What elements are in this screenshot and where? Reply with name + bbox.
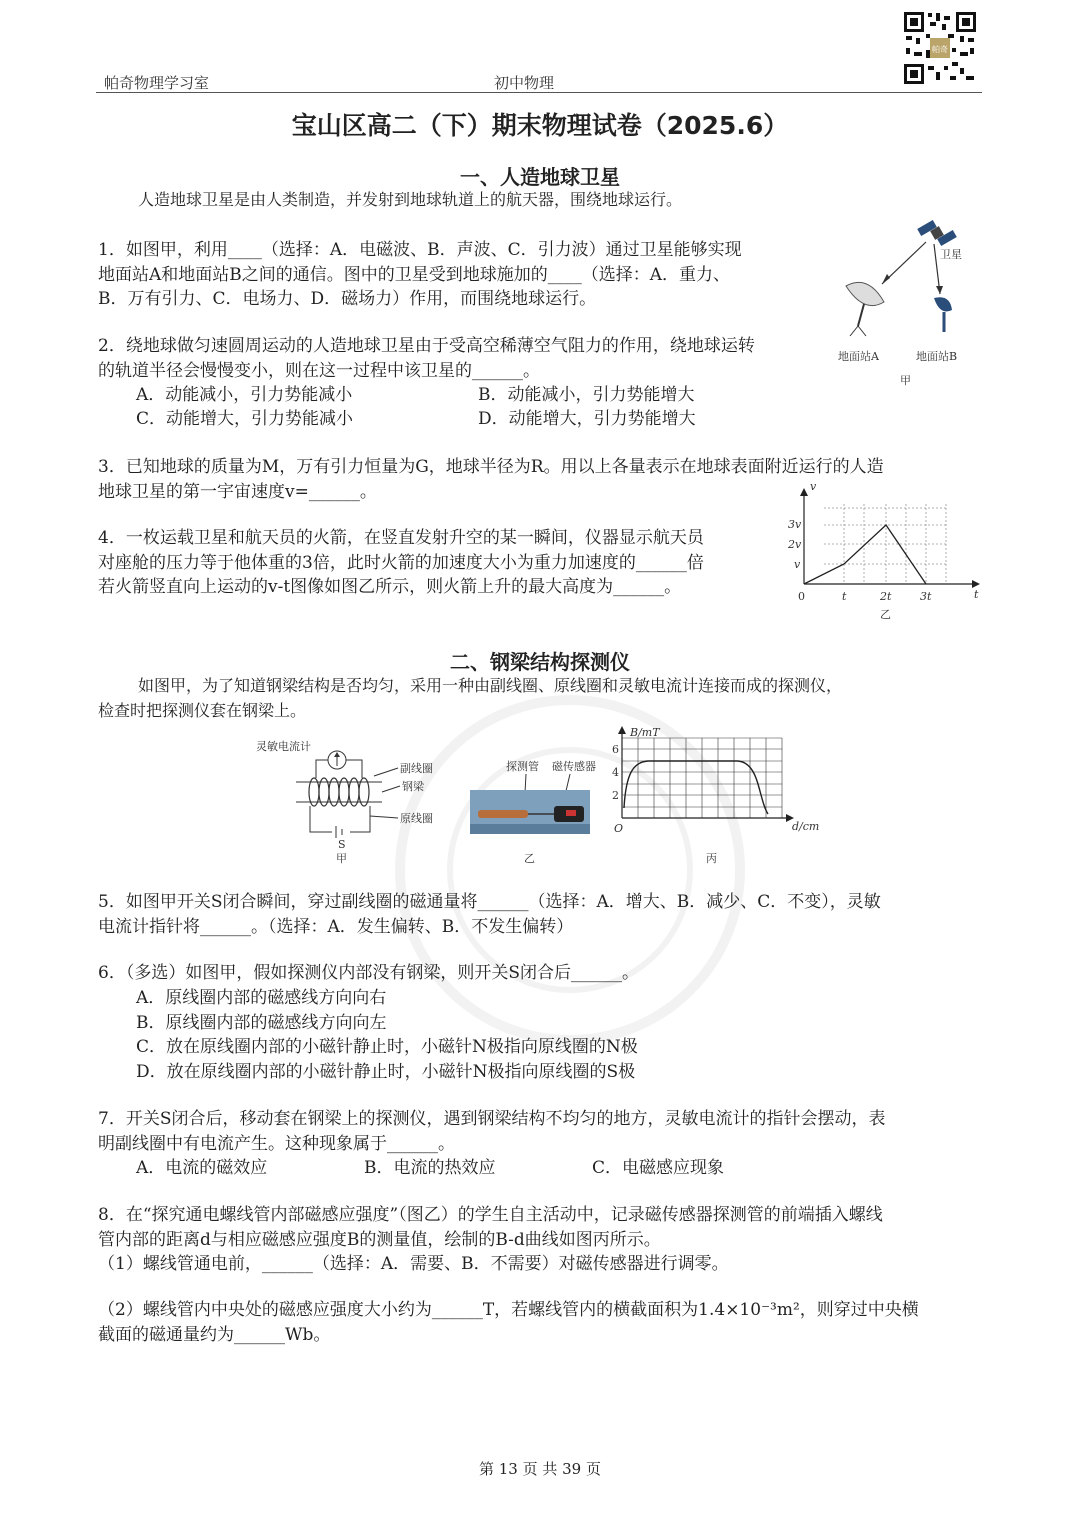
- q2-line: 2．绕地球做匀速圆周运动的人造地球卫星由于受高空稀薄空气阻力的作用，绕地球运转: [98, 336, 755, 356]
- q8-2-line: （2）螺线管内中央处的磁感应强度大小约为______T，若螺线管内的横截面积为1.4×10⁻³m²，则穿过中央横: [98, 1300, 919, 1320]
- ground-station-a-icon: [846, 282, 884, 336]
- header-left: 帕奇物理学习室: [104, 74, 210, 92]
- x-axis-label: d/cm: [792, 820, 820, 833]
- intro-line: 如图甲，为了知道钢梁结构是否均匀，采用一种由副线圈、原线圈和灵敏电流计连接而成的探测仪，: [138, 676, 843, 695]
- question-7: [98, 1107, 885, 1156]
- question-3: [98, 455, 884, 504]
- vt-curve: [804, 525, 926, 584]
- y-tick-label: 4: [612, 766, 619, 779]
- q1-line: 1．如图甲，利用____（选择：A．电磁波、B．声波、C．引力波）通过卫星能够实现: [98, 240, 742, 260]
- q4-line: 若火箭竖直向上运动的v-t图像如图乙所示，则火箭上升的最大高度为______。: [98, 577, 682, 597]
- origin-label: O: [614, 822, 624, 835]
- q7-option-c: C．电磁感应现象: [592, 1158, 725, 1178]
- y-tick-label: v: [794, 558, 801, 571]
- ground-station-b-icon: [934, 297, 952, 332]
- x-tick-label: 3t: [920, 590, 932, 603]
- q4-line: 4．一枚运载卫星和航天员的火箭，在竖直发射升空的某一瞬间，仪器显示航天员: [98, 528, 704, 548]
- figure-vt-graph: [780, 478, 990, 628]
- figure-bd-graph: [608, 722, 828, 868]
- x-tick-label: 2t: [880, 590, 892, 603]
- q6-option-a: A．原线圈内部的磁感线方向向右: [136, 988, 387, 1008]
- figure-caption: 乙: [524, 852, 535, 865]
- page-title: 宝山区高二（下）期末物理试卷（2025.6）: [291, 111, 789, 140]
- q7-line: 7．开关S闭合后，移动套在钢梁上的探测仪，遇到钢梁结构不均匀的地方，灵敏电流计的指针会摆动，表: [98, 1109, 886, 1129]
- secondary-label: 副线圈: [400, 762, 433, 775]
- question-2: [98, 334, 755, 383]
- bd-curve: [624, 761, 768, 814]
- probe-tube-icon: [478, 810, 528, 818]
- q1-line: 地面站A和地面站B之间的通信。图中的卫星受到地球施加的____（选择：A．重力、: [98, 264, 731, 285]
- q2-option-a: A．动能减小，引力势能减小: [136, 385, 353, 405]
- q4-line: 对座舱的压力等于他体重的3倍，此时火箭的加速度大小为重力加速度的______倍: [98, 552, 704, 573]
- y-axis-label: v: [810, 480, 817, 493]
- galvanometer-label: 灵敏电流计: [256, 740, 311, 753]
- beam-label: 钢梁: [402, 780, 424, 793]
- figure-caption: 乙: [880, 608, 891, 621]
- figure-probe: [468, 750, 598, 868]
- q3-line: 3．已知地球的质量为M，万有引力恒量为G，地球半径为R。用以上各量表示在地球表面附近运行的人造: [98, 457, 884, 477]
- qr-caption: 帕奇: [932, 45, 948, 54]
- qr-code-icon: [902, 10, 978, 86]
- q6-option-b: B．原线圈内部的磁感线方向向左: [136, 1012, 387, 1033]
- origin-label: 0: [798, 590, 805, 603]
- q6-option-c: C．放在原线圈内部的小磁针静止时，小磁针N极指向原线圈的N极: [136, 1037, 638, 1057]
- question-8: [98, 1203, 883, 1277]
- header-divider: [96, 92, 982, 93]
- q2-option-c: C．动能增大，引力势能减小: [136, 409, 354, 429]
- q7-option-b: B．电流的热效应: [364, 1158, 496, 1178]
- q1-line: B．万有引力、C．电场力、D．磁场力）作用，而围绕地球运行。: [98, 289, 597, 309]
- figure-caption: 甲: [336, 852, 347, 865]
- q8-part-2: [98, 1298, 919, 1347]
- q8-line: 8．在“探究通电螺线管内部磁感应强度”（图乙）的学生自主活动中，记录磁传感器探测管的前端插入螺线: [98, 1205, 883, 1225]
- figure-caption: 丙: [706, 852, 717, 865]
- probe-label: 探测管: [506, 760, 539, 773]
- station-b-label: 地面站B: [916, 350, 958, 363]
- sensor-label: 磁传感器: [552, 760, 596, 773]
- satellite-icon: [917, 220, 957, 246]
- q2-line: 的轨道半径会慢慢变小，则在这一过程中该卫星的______。: [98, 360, 540, 381]
- section2-intro: [98, 674, 842, 723]
- q2-option-b: B．动能减小，引力势能增大: [478, 385, 695, 405]
- figure-coil-apparatus: [250, 736, 450, 866]
- y-tick-label: 2: [612, 789, 619, 802]
- satellite-label: 卫星: [940, 248, 962, 261]
- q8-line: 管内部的距离d与相应磁感应强度B的测量值，绘制的B-d曲线如图丙所示。: [98, 1229, 661, 1250]
- question-5: [98, 890, 881, 939]
- figure-satellite: [836, 214, 986, 390]
- figure-caption: 甲: [900, 374, 911, 387]
- switch-label: S: [338, 838, 346, 851]
- question-1: [98, 238, 742, 312]
- q5-line: 电流计指针将______。（选择：A．发生偏转、B．不发生偏转）: [98, 916, 574, 937]
- q5-line: 5．如图甲开关S闭合瞬间，穿过副线圈的磁通量将______（选择：A．增大、B．减少、C．不变），灵敏: [98, 892, 881, 912]
- x-tick-label: t: [842, 590, 847, 603]
- q7-option-a: A．电流的磁效应: [136, 1158, 268, 1178]
- q6-option-d: D．放在原线圈内部的小磁针静止时，小磁针N极指向原线圈的S极: [136, 1061, 636, 1082]
- section1-intro: 人造地球卫星是由人类制造，并发射到地球轨道上的航天器，围绕地球运行。: [138, 190, 683, 209]
- q8-2-line: 截面的磁通量约为______Wb。: [98, 1324, 331, 1345]
- y-tick-label: 2v: [788, 538, 802, 551]
- station-a-label: 地面站A: [838, 350, 879, 363]
- q8-part-1: （1）螺线管通电前，______（选择：A．需要、B．不需要）对磁传感器进行调零。: [98, 1254, 729, 1274]
- section-heading-1: 一、人造地球卫星: [460, 165, 620, 189]
- q2-option-d: D．动能增大，引力势能增大: [478, 409, 696, 429]
- q7-line: 明副线圈中有电流产生。这种现象属于______。: [98, 1133, 455, 1154]
- question-6: 6．（多选）如图甲，假如探测仪内部没有钢梁，则开关S闭合后______。: [98, 963, 639, 983]
- header-center: 初中物理: [494, 74, 555, 92]
- y-axis-label: B/mT: [630, 726, 660, 739]
- primary-label: 原线圈: [400, 812, 433, 825]
- page-number: 第 13 页 共 39 页: [478, 1460, 601, 1478]
- intro-line: 检查时把探测仪套在钢梁上。: [98, 700, 307, 720]
- q6-options: [136, 986, 638, 1084]
- y-tick-label: 6: [612, 743, 619, 756]
- section-heading-2: 二、钢梁结构探测仪: [450, 650, 630, 674]
- x-axis-label: t: [974, 588, 979, 601]
- q3-line: 地球卫星的第一宇宙速度v=______。: [98, 481, 377, 502]
- question-4: [98, 526, 704, 600]
- y-tick-label: 3v: [788, 518, 802, 531]
